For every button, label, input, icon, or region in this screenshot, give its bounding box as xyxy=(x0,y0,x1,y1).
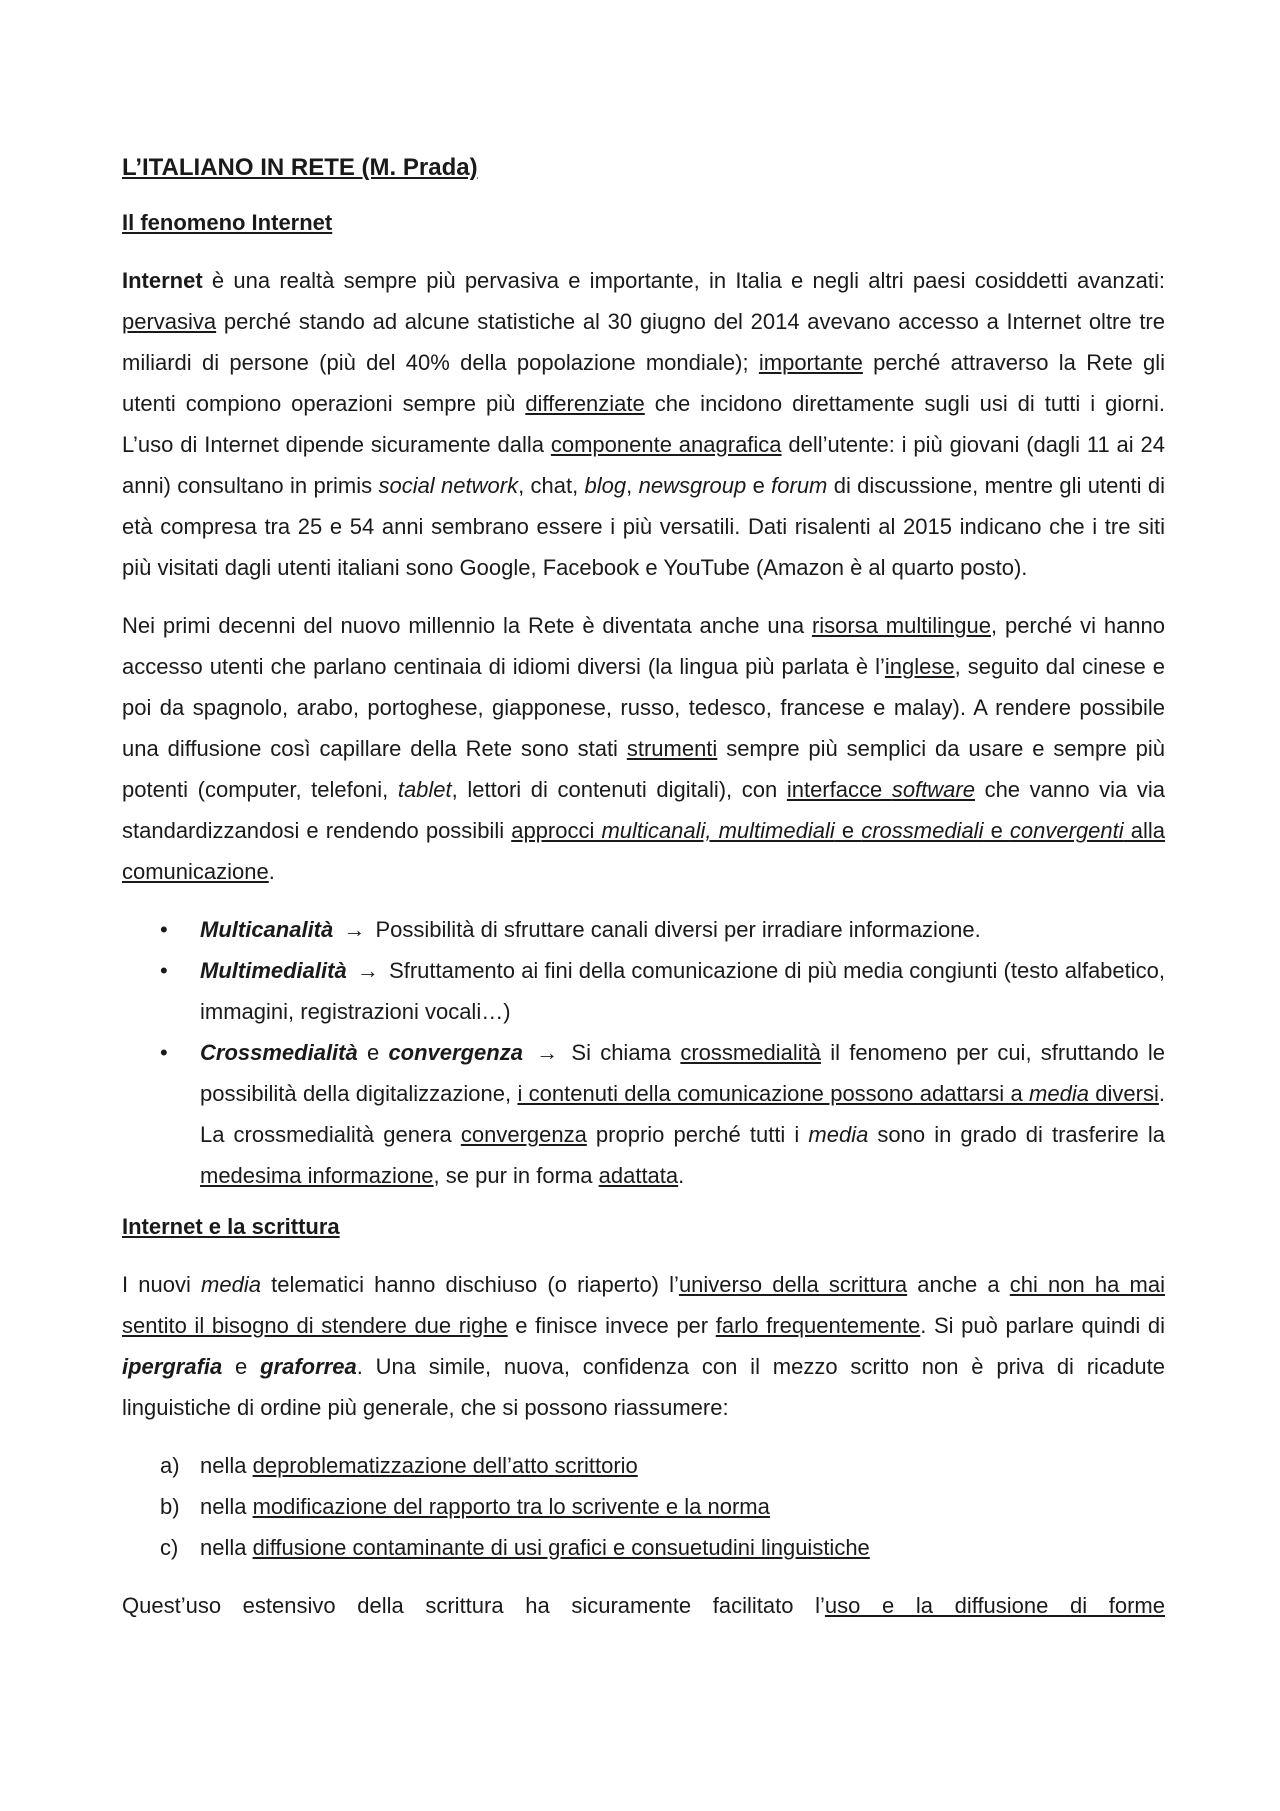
bold-italic-term: convergenza xyxy=(388,1040,523,1065)
text-span: Sfruttamento ai fini della comunicazione di più media congiunti (testo alfabetico, immagini, registrazioni vocali…) xyxy=(200,958,1166,1024)
bold-italic-term: Crossmedialità xyxy=(200,1040,358,1065)
text-span: . xyxy=(678,1163,685,1188)
bullet-icon: • xyxy=(160,958,168,983)
list-marker: b) xyxy=(160,1494,180,1519)
bold-italic-term: Multicanalità xyxy=(200,917,334,942)
text-span: è una realtà sempre più pervasiva e importante, in Italia e negli altri paesi cosiddetti avanzati: xyxy=(202,268,1165,293)
bullet-list xyxy=(122,909,1165,1196)
text-span: proprio perché tutti i xyxy=(586,1122,809,1147)
text-span: di discussione, mentre gli utenti di età compresa tra 25 e 54 anni sembrano essere i più versatili. Dati risalenti al 2015 indicano che i tre siti più visitati dagli utenti italiani sono Google, Facebook e YouTube (Amazon è al quarto posto). xyxy=(122,473,1165,580)
text-span: diversi xyxy=(1088,1081,1159,1106)
lettered-list xyxy=(122,1445,1165,1568)
text-span: approcci xyxy=(511,818,602,843)
underlined-term: chi non ha mai sentito il bisogno di stendere due righe xyxy=(122,1272,1165,1338)
text-span: dell’utente: i più giovani (dagli 11 ai 24 anni) consultano in primis xyxy=(122,432,1166,498)
text-span: . Si può parlare quindi di xyxy=(920,1313,1165,1338)
underlined-term: modificazione del rapporto tra lo scrivente e la norma xyxy=(252,1494,770,1519)
section-heading-scrittura: Internet e la scrittura xyxy=(122,1214,340,1239)
italic-term: media xyxy=(1029,1081,1089,1106)
text-span: e xyxy=(222,1354,261,1379)
list-item xyxy=(122,1032,1165,1196)
list-item xyxy=(122,1486,1165,1527)
italic-term: multicanali, multimediali xyxy=(601,818,835,843)
text-span: interfacce xyxy=(786,777,892,802)
italic-term: software xyxy=(891,777,975,802)
text-span: alla comunicazione xyxy=(122,818,1166,884)
underlined-term: uso e la diffusione di forme xyxy=(824,1593,1165,1618)
text-span: I nuovi xyxy=(122,1272,202,1297)
list-marker: c) xyxy=(160,1535,179,1560)
italic-term: media xyxy=(201,1272,261,1297)
text-span: e xyxy=(834,818,862,843)
text-span: sono in grado di trasferire la xyxy=(868,1122,1165,1147)
arrow-right-icon: → xyxy=(536,1040,559,1065)
italic-term: forum xyxy=(771,473,828,498)
underlined-term: pervasiva xyxy=(122,309,217,334)
underlined-term: medesima informazione xyxy=(200,1163,434,1188)
text-span: Quest’uso estensivo della scrittura ha sicuramente facilitato l’ xyxy=(122,1593,825,1618)
paragraph-scrittura xyxy=(122,1264,1165,1428)
underlined-term: inglese xyxy=(884,654,955,679)
underlined-term: importante xyxy=(758,350,863,375)
underlined-term: convergenza xyxy=(460,1122,587,1147)
text-span: sempre più semplici da usare e sempre più potenti (computer, telefoni, xyxy=(122,736,1165,802)
text-span: . xyxy=(268,859,275,884)
text-span: anche a xyxy=(907,1272,1010,1297)
underlined-term: componente anagrafica xyxy=(550,432,782,457)
text-span: e xyxy=(357,1040,389,1065)
paragraph-closing xyxy=(122,1585,1165,1626)
text-span: perché stando ad alcune statistiche al 30 giugno del 2014 avevano accesso a Internet oltre tre miliardi di persone (più del 40% della popolazione mondiale); xyxy=(122,309,1165,375)
text-span: telematici hanno dischiuso (o riaperto) l’ xyxy=(260,1272,679,1297)
text-span: il fenomeno per cui, sfruttando le possibilità della digitalizzazione, xyxy=(200,1040,1165,1106)
italic-term: blog xyxy=(584,473,627,498)
underlined-term: risorsa multilingue xyxy=(811,613,991,638)
list-item xyxy=(122,950,1165,1032)
text-span: che incidono direttamente sugli usi di tutti i giorni. L’uso di Internet dipende sicuramente dalla xyxy=(122,391,1165,457)
text-span: i contenuti della comunicazione possono adattarsi a xyxy=(517,1081,1030,1106)
document-page xyxy=(122,150,1165,1643)
text-span: e finisce invece per xyxy=(507,1313,716,1338)
bold-italic-term: Multimedialità xyxy=(200,958,347,983)
text-span: nella xyxy=(200,1535,253,1560)
document-title: L’ITALIANO IN RETE (M. Prada) xyxy=(122,154,478,181)
underlined-term: diffusione contaminante di usi grafici e consuetudini linguistiche xyxy=(252,1535,870,1560)
underlined-term: differenziate xyxy=(525,391,645,416)
italic-term: crossmediali xyxy=(861,818,984,843)
underlined-term xyxy=(517,1081,1158,1106)
text-span: nella xyxy=(200,1494,253,1519)
text-span: . La crossmedialità genera xyxy=(200,1081,1166,1147)
list-item xyxy=(122,1527,1165,1568)
underlined-term: deproblematizzazione dell’atto scrittorio xyxy=(252,1453,638,1478)
paragraph-internet-intro xyxy=(122,260,1165,588)
arrow-right-icon: → xyxy=(356,958,379,983)
underlined-term: universo della scrittura xyxy=(678,1272,908,1297)
italic-term: social network xyxy=(378,473,519,498)
text-span: perché attraverso la Rete gli utenti compiono operazioni sempre più xyxy=(122,350,1165,416)
list-marker: a) xyxy=(160,1453,180,1478)
italic-term: tablet xyxy=(397,777,452,802)
underlined-term: adattata xyxy=(598,1163,679,1188)
text-span: che vanno via via standardizzandosi e rendendo possibili xyxy=(122,777,1166,843)
section-heading-internet: Il fenomeno Internet xyxy=(122,210,333,235)
underlined-term: farlo frequentemente xyxy=(715,1313,921,1338)
text-span: e xyxy=(746,473,772,498)
text-span: Nei primi decenni del nuovo millennio la Rete è diventata anche una xyxy=(122,613,812,638)
underlined-term xyxy=(787,777,975,802)
paragraph-multilingual xyxy=(122,605,1165,892)
bullet-icon: • xyxy=(160,1040,168,1065)
text-span: e xyxy=(983,818,1010,843)
italic-term: newsgroup xyxy=(638,473,747,498)
text-span: Si chiama xyxy=(571,1040,681,1065)
text-span: , lettori di contenuti digitali), con xyxy=(451,777,787,802)
text-span: nella xyxy=(200,1453,253,1478)
bold-italic-term: ipergrafia xyxy=(122,1354,223,1379)
text-span: , chat, xyxy=(518,473,585,498)
text-span: , perché vi hanno accesso utenti che parlano centinaia di idiomi diversi (la lingua più parlata è l’ xyxy=(122,613,1166,679)
text-span: Possibilità di sfruttare canali diversi per irradiare informazione. xyxy=(375,917,981,942)
underlined-term: strumenti xyxy=(626,736,718,761)
text-span: Internet xyxy=(122,268,203,293)
list-item xyxy=(122,1445,1165,1486)
list-item xyxy=(122,909,1165,950)
bold-italic-term: graforrea xyxy=(260,1354,357,1379)
arrow-right-icon: → xyxy=(343,917,366,942)
text-span: , xyxy=(626,473,639,498)
underlined-term: crossmedialità xyxy=(680,1040,821,1065)
text-span: , se pur in forma xyxy=(433,1163,599,1188)
italic-term: media xyxy=(808,1122,869,1147)
italic-term: convergenti xyxy=(1009,818,1124,843)
bullet-icon: • xyxy=(160,917,168,942)
text-span: . Una simile, nuova, confidenza con il mezzo scritto non è priva di ricadute linguistiche di ordine più generale, che si possono riassumere: xyxy=(122,1354,1165,1420)
text-span: , seguito dal cinese e poi da spagnolo, arabo, portoghese, giapponese, russo, tedesco, francese e malay). A rendere possibile una diffusione così capillare della Rete sono stati xyxy=(122,654,1165,761)
